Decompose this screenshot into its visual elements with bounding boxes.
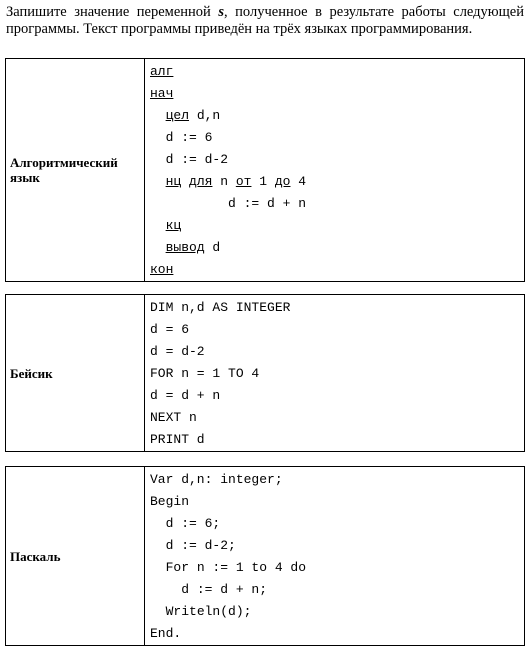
code-line — [150, 149, 524, 171]
code-indent — [150, 560, 166, 575]
code-line — [150, 579, 524, 601]
code-text: d := d + n; — [181, 582, 268, 597]
code-text: d := d-2 — [165, 152, 229, 167]
task-text-end: , полученное в результате работы следующей программы. Текст программы приведён на трёх языках программирования. — [6, 4, 524, 37]
code-text: Begin — [150, 494, 190, 509]
code-text: For n := 1 to 4 do — [165, 560, 307, 575]
code-text: d,n — [189, 108, 221, 123]
code-line — [150, 363, 524, 385]
code-text: n — [212, 174, 236, 189]
code-text: DIM n,d AS INTEGER — [150, 300, 291, 315]
code-text: 1 — [251, 174, 275, 189]
code-indent — [150, 152, 166, 167]
code-line — [150, 341, 524, 363]
code-line — [150, 83, 524, 105]
code-line — [150, 535, 524, 557]
code-keyword: кц — [165, 218, 182, 233]
code-line — [150, 513, 524, 535]
code-line — [150, 259, 524, 281]
pascal-language-table — [5, 466, 525, 646]
code-text: d := 6 — [165, 130, 213, 145]
code-indent — [150, 174, 166, 189]
language-label-algorithmic: Алгоритмический язык — [6, 59, 145, 282]
code-keyword: алг — [150, 64, 174, 79]
code-indent — [150, 582, 181, 597]
code-indent — [150, 196, 228, 211]
code-indent — [150, 218, 166, 233]
code-text: d — [204, 240, 221, 255]
code-text: 4 — [290, 174, 307, 189]
code-text: d = d-2 — [150, 344, 205, 359]
code-indent — [150, 516, 166, 531]
code-keyword: нц — [165, 174, 182, 189]
code-text: End. — [150, 626, 182, 641]
code-text — [181, 174, 189, 189]
code-line — [150, 237, 524, 259]
code-text: PRINT d — [150, 432, 205, 447]
code-keyword: кон — [150, 262, 174, 277]
code-line — [150, 319, 524, 341]
code-keyword: до — [274, 174, 291, 189]
code-block-algorithmic — [145, 59, 525, 282]
code-line — [150, 297, 524, 319]
language-label-basic: Бейсик — [6, 295, 145, 452]
language-label-pascal: Паскаль — [6, 467, 145, 646]
code-line — [150, 127, 524, 149]
code-line — [150, 193, 524, 215]
code-text: FOR n = 1 TO 4 — [150, 366, 260, 381]
code-indent — [150, 130, 166, 145]
code-text: d = d + n — [150, 388, 221, 403]
code-line — [150, 61, 524, 83]
code-keyword: от — [235, 174, 252, 189]
code-line — [150, 469, 524, 491]
basic-language-table — [5, 294, 525, 452]
code-line — [150, 215, 524, 237]
code-line — [150, 171, 524, 193]
code-block-basic — [145, 295, 525, 452]
code-text: d := d + n — [228, 196, 307, 211]
code-indent — [150, 108, 166, 123]
code-indent — [150, 538, 166, 553]
code-line — [150, 105, 524, 127]
code-line — [150, 601, 524, 623]
code-line — [150, 385, 524, 407]
code-text: d := d-2; — [165, 538, 236, 553]
code-keyword: нач — [150, 86, 174, 101]
task-text-start: Запишите значение переменной — [6, 4, 219, 20]
code-line — [150, 407, 524, 429]
code-line — [150, 429, 524, 451]
code-line — [150, 491, 524, 513]
code-line — [150, 557, 524, 579]
code-block-pascal — [145, 467, 525, 646]
code-keyword: вывод — [165, 240, 205, 255]
task-statement — [6, 4, 524, 38]
code-text: d = 6 — [150, 322, 190, 337]
code-text: d := 6; — [165, 516, 221, 531]
code-indent — [150, 240, 166, 255]
code-text: Writeln(d); — [165, 604, 252, 619]
task-variable: s — [218, 4, 225, 20]
code-keyword: для — [189, 174, 213, 189]
code-text: NEXT n — [150, 410, 197, 425]
code-line — [150, 623, 524, 645]
code-text: Var d,n: integer; — [150, 472, 283, 487]
code-indent — [150, 604, 166, 619]
code-keyword: цел — [165, 108, 190, 123]
algorithmic-language-table — [5, 58, 525, 282]
